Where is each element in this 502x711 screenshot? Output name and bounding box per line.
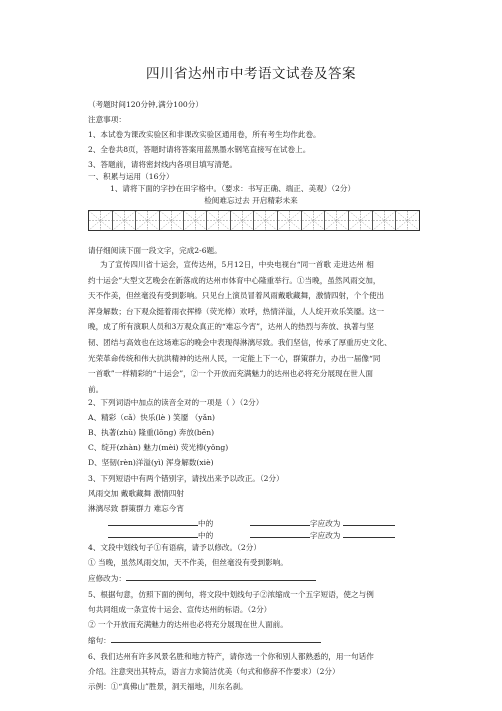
answer-blank[interactable] [108,518,198,526]
q5-answer-row: 缩句： [88,635,321,646]
tianzige-cell[interactable] [231,211,255,230]
question-2: 2、下列词语中加点的读音全对的一项是（ ）（2分） [88,398,264,407]
answer-blank[interactable] [108,530,198,538]
q5-quote: ② 一个开放而充满魅力的达州也必将充分展现在世人面前。 [88,620,288,629]
question-6: 6、我们达州有许多风景名胜和地方特产，请你选一个你和别人都熟悉的，用一句话作 [88,652,374,661]
passage-line: 为了宣传四川省十运会，宣传达州，5月12日，中央电视台“同一首歌 走进达州 相 [100,260,374,269]
q3-phrases-2: 淋漓尽致 群策群力 难忘今宵 [88,504,184,513]
q3-answer-row-1: 中的 字应改为 [108,518,395,529]
question-6-cont: 介绍。注意突出其特点，语言力求简洁优美（句式和修辞不作要求）（2分） [88,667,340,676]
q6-example: 示例：①“真佛山”胜景，洞天福地，川东名刹。 [88,682,248,691]
tianzige-grid[interactable] [88,210,420,231]
tianzige-cell[interactable] [278,211,302,230]
passage-line: 浑身解数；台下观众挺着雨衣挥棒（荧光棒）欢呼，热情洋溢，人人绽开欢乐笑靥。这一 [88,306,385,316]
note-1: 1、本试卷为课改实验区和非课改实验区通用卷，所有考生均作此卷。 [88,130,321,139]
tianzige-cell[interactable] [89,211,113,230]
answer-blank[interactable] [250,518,310,526]
q2-option-b: B、执著(zhù) 隆重(lǒng) 奔放(bēn) [88,428,215,437]
q3-answer-row-2: 中的 字应改为 [108,530,395,541]
tianzige-cell[interactable] [184,211,208,230]
tianzige-cell[interactable] [373,211,397,230]
answer-blank[interactable] [111,635,321,643]
passage-line: 韧、团结与高效也在这场难忘的晚会中表现得淋漓尽致。我们坚信，传承了厚重历史文化、 [88,337,392,347]
tianzige-cell[interactable] [349,211,373,230]
answer-blank[interactable] [343,530,395,538]
reading-intro: 请仔细阅读下面一段文字，完成2-6题。 [88,246,222,255]
tianzige-cell[interactable] [136,211,160,230]
answer-blank[interactable] [343,518,395,526]
note-2: 2、全卷共8页，答题时请将答案用蓝黑墨水钢笔直接写在试卷上。 [88,145,311,154]
passage-line: 天不作美，但丝毫没有受到影响。只见台上演员冒着风雨戴歌藏舞，激情四射，个个使出 [88,291,385,301]
passage-line: 光荣革命传统和伟大抗洪精神的达州人民，一定能上下一心，群策群力，办出一届像“同 [88,353,381,363]
tianzige-cell[interactable] [160,211,184,230]
passage-line: 前。 [88,384,104,394]
tianzige-cell[interactable] [254,211,278,230]
tianzige-cell[interactable] [207,211,231,230]
q3-phrases-1: 风雨交加 戴歌藏舞 激情四射 [88,489,184,498]
tianzige-cell[interactable] [302,211,326,230]
passage-line: 一首歌”一样精彩的“十运会”，②一个开放而充满魅力的达州也必将充分展现在世人面 [88,369,374,379]
q2-option-d: D、坚韧(rèn)洋溢(yì) 浑身解数(xiè) [88,458,214,467]
notes-heading: 注意事项： [88,115,126,124]
q2-option-a: A、精彩（cǎ）快乐(lè ) 笑靥 （yǎn) [88,413,215,422]
tianzige-cell[interactable] [113,211,137,230]
q2-option-c: C、绽开(zhàn) 魅力(mèi) 荧光棒(yǒng) [88,443,229,452]
question-1: 1、请将下面的字抄在田字格中。（要求：书写正确、端正、美观）（2分） [110,184,356,193]
q4-answer-row: 应修改为： [88,573,316,584]
note-3: 3、答题前，请将密封线内各项目填写清楚。 [88,160,238,169]
passage-line: 晚，成了所有演职人员和3万观众真正的“难忘今宵”，达州人的热烈与奔放、执著与坚 [88,322,374,332]
question-3: 3、下列短语中有两个错别字，请找出来予以改正。（2分） [88,474,284,483]
q4-quote: ① 当晚，虽然风雨交加，天不作美，但丝毫没有受到影响。 [88,558,288,567]
page-title: 四川省达州市中考语文试卷及答案 [146,66,356,82]
section-heading: 一、积累与运用（16分） [88,172,174,181]
question-4: 4、文段中划线句子①有语病，请予以修改。（2分） [88,543,261,552]
question-5-cont: 句共同组成一条宣传十运会、宣传达州的标语。（2分） [88,605,272,614]
reading-passage [88,257,420,397]
passage-line: 约十运会”大型文艺晚会在新落成的达州市体育中心隆重举行。①当晚，虽然风雨交加， [88,275,381,285]
tianzige-cell[interactable] [325,211,349,230]
exam-time: （考题时间120分钟,满分100分） [88,100,203,109]
q1-phrase: 检阅难忘过去 开启精彩未来 [204,196,298,205]
answer-blank[interactable] [250,530,310,538]
question-5: 5、根据句意，仿照下面的例句，将文段中划线句子②浓缩成一个五字短语，使之与例 [88,590,374,599]
answer-blank[interactable] [126,573,316,581]
tianzige-cell[interactable] [396,211,419,230]
